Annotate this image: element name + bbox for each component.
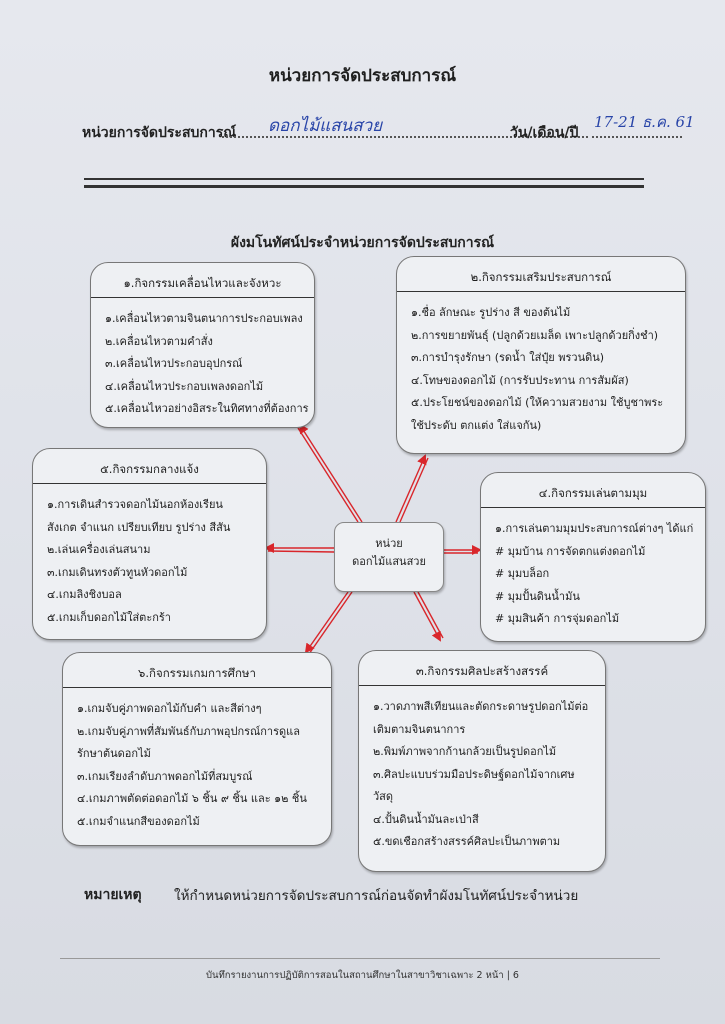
arrow-to-games [306, 592, 348, 652]
arrow-to-movement [300, 425, 362, 522]
header-rule-thick [84, 185, 644, 188]
arrow-to-art-2 [418, 592, 443, 638]
card-art-title: ๓.กิจกรรมศิลปะสร้างสรรค์ [359, 651, 605, 686]
list-item: เติมตามจินตนาการ [373, 722, 466, 736]
list-item: รักษาต้นดอกไม้ [77, 747, 151, 760]
concept-map-title: ผังมโนทัศน์ประจำหน่วยการจัดประสบการณ์ [230, 235, 495, 251]
list-item: ใช้ประดับ ตกแต่ง ใส่แจกัน) [411, 418, 542, 432]
list-item: ๒.การขยายพันธุ์ (ปลูกด้วยเมล็ด เพาะปลูกด้วยกิ่งชำ) [411, 328, 659, 342]
card-movement [90, 262, 315, 428]
card-movement-list [91, 298, 314, 421]
list-item: ๓.เกมเดินทรงตัวทูนหัวดอกไม้ [47, 565, 188, 579]
card-corners-title: ๔.กิจกรรมเล่นตามมุม [481, 473, 705, 508]
arrow-to-enrich [396, 456, 425, 522]
list-item: # มุมบ้าน การจัดตกแต่งดอกไม้ [495, 544, 646, 558]
list-item: ๔.เกมลิงชิงบอล [47, 588, 122, 601]
list-item: ๒.เล่นเครื่องเล่นสนาม [47, 543, 151, 556]
card-enrich [396, 256, 686, 454]
list-item: # มุมบล็อก [495, 567, 550, 580]
card-games-title: ๖.กิจกรรมเกมการศึกษา [63, 653, 331, 688]
list-item: # มุมสินค้า การจุ่มดอกไม้ [495, 612, 620, 625]
card-corners-list [481, 508, 705, 631]
page-footer: บันทึกรายงานการปฏิบัติการสอนในสถานศึกษาในสาขาวิชาเฉพาะ 2 หน้า | 6 [206, 970, 519, 981]
list-item: ๒.เกมจับคู่ภาพที่สัมพันธ์กับภาพอุปกรณ์การดูแล [77, 724, 300, 738]
list-item: ๓.ศิลปะแบบร่วมมือประดิษฐ์ดอกไม้จากเศษ [373, 767, 575, 781]
arrow-to-enrich-2 [400, 458, 428, 522]
card-enrich-list [397, 292, 685, 437]
central-topic [334, 522, 444, 592]
card-corners [480, 472, 706, 642]
list-item: ๔.ปั้นดินน้ำมันละเป่าสี [373, 812, 479, 826]
card-outdoor-title: ๕.กิจกรรมกลางแจ้ง [33, 449, 266, 484]
card-art [358, 650, 606, 872]
arrow-to-outdoor-2 [268, 551, 334, 552]
header-rule-thin [84, 178, 644, 180]
list-item: ๕.ประโยชน์ของดอกไม้ (ให้ความสวยงาม ใช้บูชาพระ [411, 396, 664, 409]
list-item: ๑.ชื่อ ลักษณะ รูปร่าง สี ของต้นไม้ [411, 306, 571, 319]
list-item: ๑.วาดภาพสีเทียนและตัดกระดาษรูปดอกไม้ต่อ [373, 700, 589, 713]
date-handwritten-value: 17-21 ธ.ค. 61 [594, 113, 695, 131]
list-item: วัสดุ [373, 790, 394, 803]
card-outdoor-list [33, 484, 266, 629]
list-item: ๑.เคลื่อนไหวตามจินตนาการประกอบเพลง [105, 312, 303, 325]
unit-label: หน่วยการจัดประสบการณ์ [82, 125, 237, 141]
list-item: ๑.การเล่นตามมุมประสบการณ์ต่างๆ ได้แก่ [495, 522, 694, 535]
card-games-list [63, 688, 331, 833]
list-item: ๔.เกมภาพตัดต่อดอกไม้ ๖ ชิ้น ๙ ชิ้น และ ๑๒ ชิ้น [77, 792, 307, 805]
card-art-list [359, 686, 605, 854]
list-item: ๕.เคลื่อนไหวอย่างอิสระในทิศทางที่ต้องการ [105, 402, 309, 415]
list-item: ๒.พิมพ์ภาพจากก้านกล้วยเป็นรูปดอกไม้ [373, 745, 557, 758]
card-enrich-title: ๒.กิจกรรมเสริมประสบการณ์ [397, 257, 685, 292]
list-item: ๕.ขดเชือกสร้างสรรค์ศิลปะเป็นภาพตาม [373, 835, 561, 848]
card-games [62, 652, 332, 846]
list-item: ๓.การบำรุงรักษา (รดน้ำ ใส่ปุ๋ย พรวนดิน) [411, 351, 605, 364]
arrow-to-movement-2 [298, 428, 358, 522]
central-topic-line2: ดอกไม้แสนสวย [352, 555, 426, 568]
arrow-to-art [414, 592, 440, 640]
card-movement-title: ๑.กิจกรรมเคลื่อนไหวและจังหวะ [91, 263, 314, 298]
date-label: วัน/เดือน/ปี [510, 125, 579, 141]
arrow-to-games-2 [309, 592, 352, 654]
page-title: หน่วยการจัดประสบการณ์ [268, 66, 457, 86]
list-item: ๑.การเดินสำรวจดอกไม้นอกห้องเรียน [47, 498, 223, 511]
list-item: # มุมปั้นดินน้ำมัน [495, 589, 580, 603]
list-item: สังเกต จำแนก เปรียบเทียบ รูปร่าง สีสัน [47, 520, 231, 534]
card-outdoor [32, 448, 267, 640]
list-item: ๒.เคลื่อนไหวตามคำสั่ง [105, 334, 213, 348]
unit-handwritten-value: ดอกไม้แสนสวย [268, 116, 383, 136]
footer-rule [60, 958, 660, 959]
remark-text: ให้กำหนดหน่วยการจัดประสบการณ์ก่อนจัดทำผังมโนทัศน์ประจำหน่วย [174, 888, 579, 904]
list-item: ๕.เกมเก็บดอกไม้ใส่ตะกร้า [47, 610, 171, 624]
central-topic-line1: หน่วย [375, 537, 403, 550]
list-item: ๕.เกมจำแนกสีของดอกไม้ [77, 814, 200, 828]
list-item: ๔.โทษของดอกไม้ (การรับประทาน การสัมผัส) [411, 373, 629, 387]
list-item: ๓.เคลื่อนไหวประกอบอุปกรณ์ [105, 357, 243, 370]
unit-row [82, 113, 695, 142]
list-item: ๔.เคลื่อนไหวประกอบเพลงดอกไม้ [105, 379, 264, 393]
list-item: ๓.เกมเรียงลำดับภาพดอกไม้ที่สมบูรณ์ [77, 769, 253, 783]
remark-label: หมายเหตุ [84, 887, 142, 903]
remark [84, 884, 579, 906]
list-item: ๑.เกมจับคู่ภาพดอกไม้กับคำ และสีต่างๆ [77, 702, 262, 715]
